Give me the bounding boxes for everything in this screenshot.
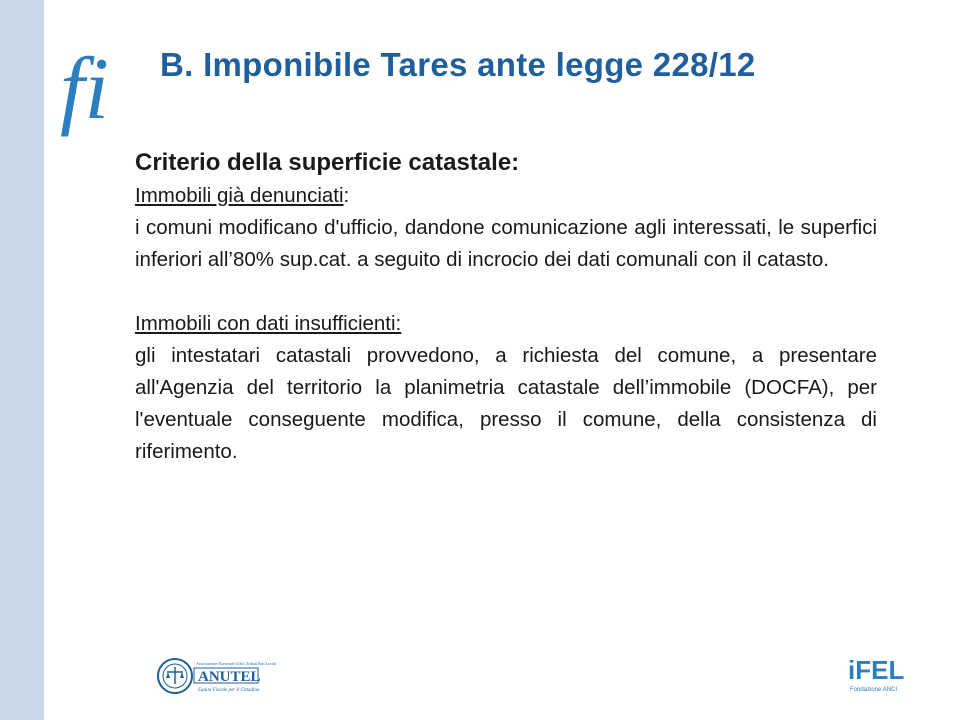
- svg-text:Equità Fiscale per il Cittadin: Equità Fiscale per il Cittadino: [198, 688, 260, 693]
- section-heading: Criterio della superficie catastale:: [135, 149, 520, 176]
- svg-text:Fondazione ANCI: Fondazione ANCI: [850, 687, 898, 693]
- anutel-logo-graphic: [156, 656, 276, 696]
- section1-text: i comuni modificano d'ufficio, dandone comunicazione agli interessati, le superfici inferiori all’80% sup.cat. a seguito di incrocio dei dati comunali con il catasto.: [135, 216, 877, 271]
- left-accent-bar: [0, 0, 44, 720]
- anutel-logo: [156, 656, 276, 696]
- fi-logo-icon: [58, 38, 128, 138]
- svg-text:iFEL: iFEL: [848, 655, 905, 685]
- section2-label-line: [135, 308, 877, 340]
- section1-label-line: [135, 180, 877, 212]
- section1-label: Immobili già denunciati: [135, 184, 344, 207]
- spacer: [135, 276, 877, 308]
- section2-text: gli intestatari catastali provvedono, a richiesta del comune, a presentare all'Agenzia del territorio la planimetria catastale dell’immobile (DOCFA), per l'eventuale conseguente modifica, presso il comune, della consistenza di riferimento.: [135, 344, 877, 463]
- fi-logo: [58, 38, 128, 138]
- slide-content: [135, 146, 877, 468]
- section2-label: Immobili con dati insufficienti:: [135, 312, 402, 335]
- svg-text:fi: fi: [60, 41, 109, 138]
- svg-text:ANUTEL: ANUTEL: [198, 669, 261, 685]
- ifel-logo: [846, 651, 916, 699]
- slide-title: B. Imponibile Tares ante legge 228/12: [160, 46, 756, 83]
- section1-colon: :: [343, 184, 350, 207]
- ifel-logo-graphic: [846, 651, 916, 699]
- svg-text:Associazione Nazionale Uffici: Associazione Nazionale Uffici Tributi Enti Locali: [196, 661, 276, 666]
